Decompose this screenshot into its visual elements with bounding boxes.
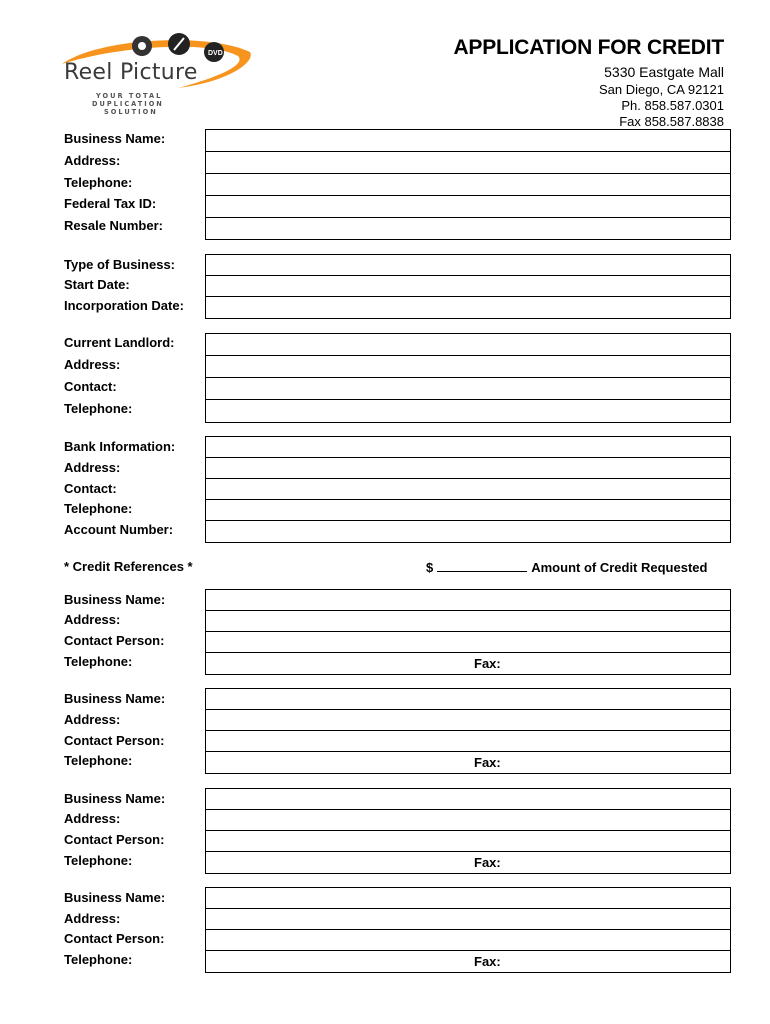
credit-references-heading: * Credit References * (64, 559, 193, 574)
ref1-label-business-name: Business Name: (64, 592, 166, 607)
company-city: San Diego, CA 92121 (598, 82, 724, 97)
label-bank-address: Address: (64, 460, 121, 475)
ref4-business-name-field[interactable] (206, 888, 730, 909)
ref2-telephone-field[interactable] (206, 752, 730, 773)
form-title: APPLICATION FOR CREDIT (453, 36, 724, 59)
reference-2-fields (205, 688, 731, 774)
ref3-fax-label: Fax: (474, 855, 501, 870)
company-phone: Ph. 858.587.0301 (621, 98, 724, 113)
label-bank-contact: Contact: (64, 481, 117, 496)
reference-3-fields (205, 788, 731, 874)
label-federal-tax-id: Federal Tax ID: (64, 196, 157, 211)
ref4-contact-person-field[interactable] (206, 930, 730, 951)
landlord-address-field[interactable] (206, 356, 730, 378)
dollar-sign: $ (426, 560, 434, 575)
label-landlord-address: Address: (64, 357, 121, 372)
credit-amount-line (426, 559, 707, 575)
ref1-fax-label: Fax: (474, 656, 501, 671)
logo-brand: Reel Picture (64, 60, 198, 85)
start-date-field[interactable] (206, 276, 730, 297)
ref2-label-telephone: Telephone: (64, 753, 133, 768)
ref2-address-field[interactable] (206, 710, 730, 731)
logo-tagline-1: YOUR TOTAL (96, 92, 163, 100)
ref1-label-contact-person: Contact Person: (64, 633, 165, 648)
telephone-field[interactable] (206, 174, 730, 196)
label-type-of-business: Type of Business: (64, 257, 176, 272)
federal-tax-id-field[interactable] (206, 196, 730, 218)
label-account-number: Account Number: (64, 522, 174, 537)
ref3-label-address: Address: (64, 811, 121, 826)
ref1-label-address: Address: (64, 612, 121, 627)
landlord-contact-field[interactable] (206, 378, 730, 400)
logo-tagline-2: DUPLICATION (92, 100, 164, 108)
ref3-label-contact-person: Contact Person: (64, 832, 165, 847)
bank-address-field[interactable] (206, 458, 730, 479)
ref4-telephone-field[interactable] (206, 951, 730, 972)
label-incorporation-date: Incorporation Date: (64, 298, 184, 313)
label-address: Address: (64, 153, 121, 168)
label-landlord-telephone: Telephone: (64, 401, 133, 416)
ref1-address-field[interactable] (206, 611, 730, 632)
ref3-label-business-name: Business Name: (64, 791, 166, 806)
amount-requested-label: Amount of Credit Requested (531, 560, 708, 575)
ref2-contact-person-field[interactable] (206, 731, 730, 752)
bank-telephone-field[interactable] (206, 500, 730, 521)
ref2-label-business-name: Business Name: (64, 691, 166, 706)
ref4-label-contact-person: Contact Person: (64, 931, 165, 946)
type-of-business-field[interactable] (206, 255, 730, 276)
label-telephone: Telephone: (64, 175, 133, 190)
ref3-contact-person-field[interactable] (206, 831, 730, 852)
ref1-label-telephone: Telephone: (64, 654, 133, 669)
ref3-address-field[interactable] (206, 810, 730, 831)
ref3-telephone-field[interactable] (206, 852, 730, 873)
landlord-telephone-field[interactable] (206, 400, 730, 422)
reel-picture-logo (58, 30, 258, 122)
ref2-label-address: Address: (64, 712, 121, 727)
bank-information-field[interactable] (206, 437, 730, 458)
ref4-address-field[interactable] (206, 909, 730, 930)
account-number-field[interactable] (206, 521, 730, 542)
company-fax: Fax 858.587.8838 (619, 114, 724, 129)
resale-number-field[interactable] (206, 218, 730, 239)
ref4-label-telephone: Telephone: (64, 952, 133, 967)
ref4-fax-label: Fax: (474, 954, 501, 969)
ref2-business-name-field[interactable] (206, 689, 730, 710)
business-type-fields (205, 254, 731, 319)
ref3-label-telephone: Telephone: (64, 853, 133, 868)
ref2-label-contact-person: Contact Person: (64, 733, 165, 748)
ref3-business-name-field[interactable] (206, 789, 730, 810)
label-bank-information: Bank Information: (64, 439, 176, 454)
label-resale-number: Resale Number: (64, 218, 163, 233)
dvd-badge-text: DVD (208, 50, 223, 57)
label-business-name: Business Name: (64, 131, 166, 146)
address-field[interactable] (206, 152, 730, 174)
company-street: 5330 Eastgate Mall (604, 64, 724, 80)
reference-1-fields (205, 589, 731, 675)
credit-amount-field[interactable] (437, 559, 527, 572)
ref4-label-address: Address: (64, 911, 121, 926)
bank-fields (205, 436, 731, 543)
ref1-telephone-field[interactable] (206, 653, 730, 674)
bank-contact-field[interactable] (206, 479, 730, 500)
logo-tagline-3: SOLUTION (104, 108, 158, 116)
ref1-business-name-field[interactable] (206, 590, 730, 611)
label-current-landlord: Current Landlord: (64, 335, 175, 350)
ref1-contact-person-field[interactable] (206, 632, 730, 653)
incorporation-date-field[interactable] (206, 297, 730, 318)
business-info-fields (205, 129, 731, 240)
label-bank-telephone: Telephone: (64, 501, 133, 516)
ref2-fax-label: Fax: (474, 755, 501, 770)
business-name-field[interactable] (206, 130, 730, 152)
landlord-field[interactable] (206, 334, 730, 356)
ref4-label-business-name: Business Name: (64, 890, 166, 905)
landlord-fields (205, 333, 731, 423)
label-landlord-contact: Contact: (64, 379, 117, 394)
label-start-date: Start Date: (64, 277, 130, 292)
reference-4-fields (205, 887, 731, 973)
